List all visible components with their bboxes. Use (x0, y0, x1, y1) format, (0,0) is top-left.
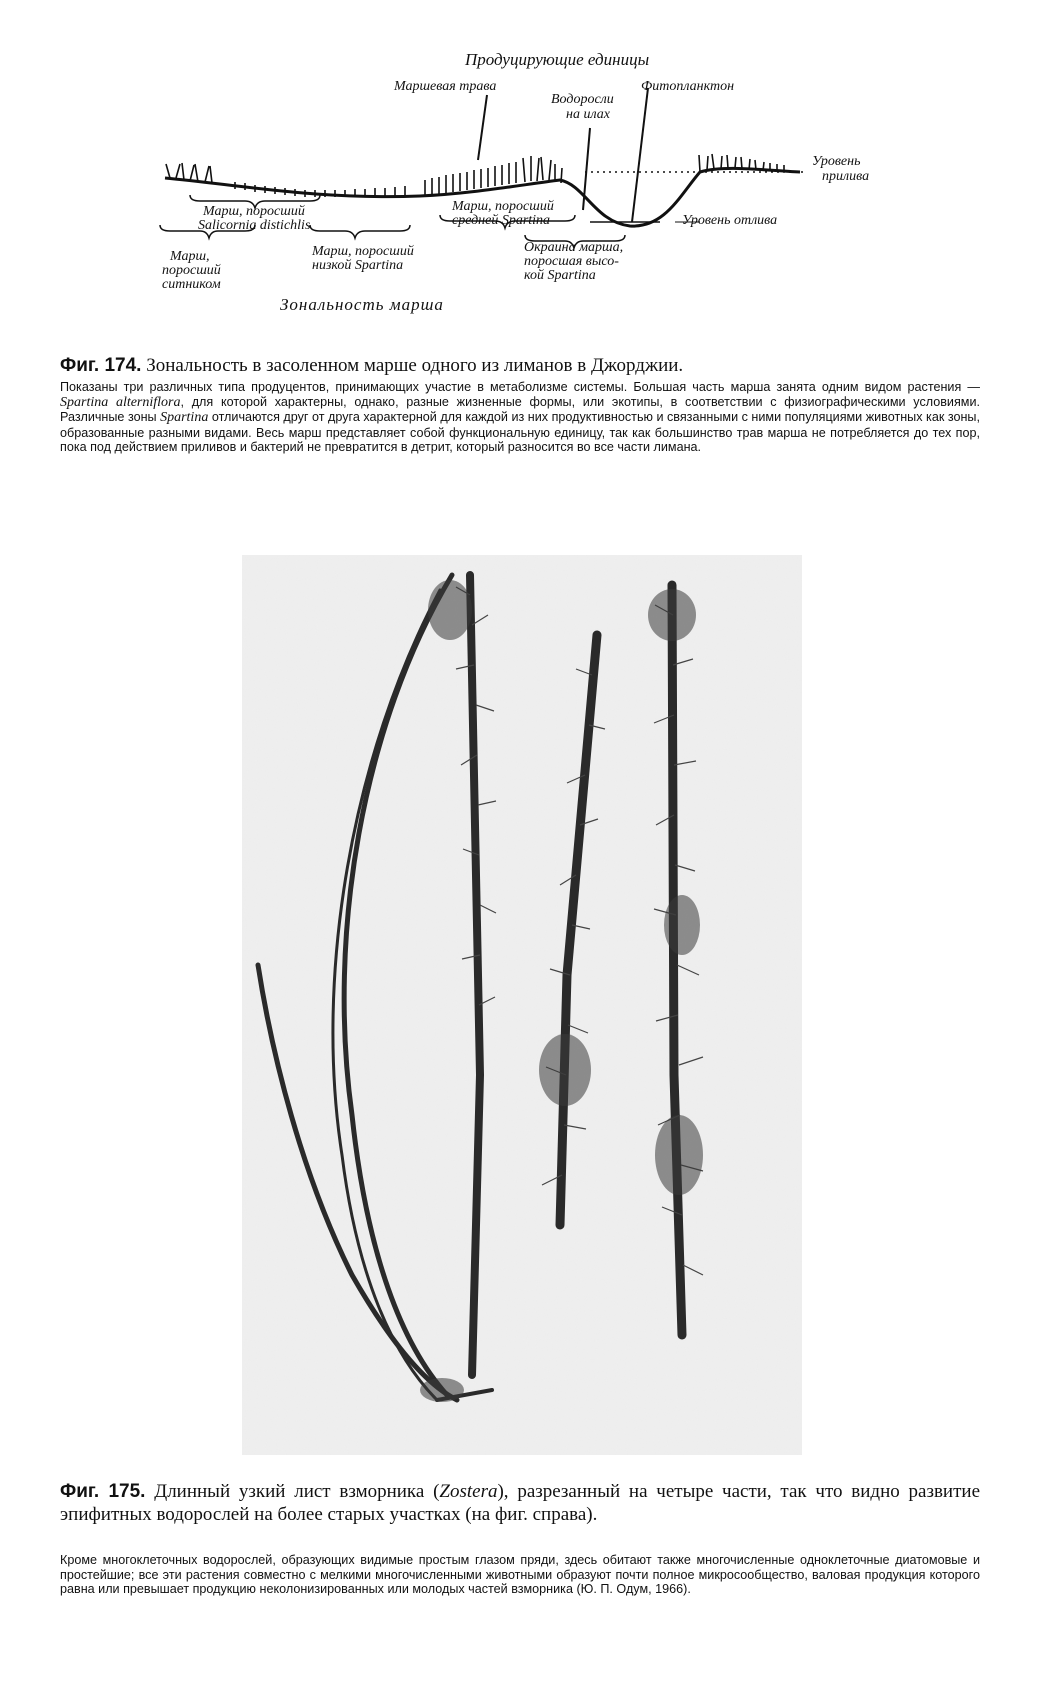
fig174-caption-body (60, 380, 980, 455)
fig175-genus: Zostera (439, 1481, 498, 1502)
label-mid-spartina-2: средней Spartina (452, 213, 551, 228)
fig174-number: Фиг. 174. (60, 355, 142, 376)
label-rush-3: ситником (162, 277, 221, 292)
fig175-title-part1: Длинный узкий лист взморника ( (154, 1481, 440, 1502)
fig175-title-part2: ), разрезанный на четыре части, так что видно развитие эпифитных водорослей на более старых участках (на фиг. справа). (60, 1481, 980, 1525)
label-low-spartina-2: низкой Spartina (312, 258, 404, 273)
label-salicornia-2: Salicornia distichlis (198, 218, 311, 233)
label-rush-2: поросший (162, 263, 221, 278)
label-mudflat-algae-1: Водоросли (551, 92, 614, 107)
fig174-title: Зональность в засоленном марше одного из лиманов в Джорджии. (146, 355, 684, 376)
label-high-tide-2: прилива (822, 169, 870, 184)
label-salicornia-1: Марш, поросший (203, 204, 305, 219)
fig175-number: Фиг. 175. (60, 1481, 146, 1502)
fig174-caption-title (60, 354, 980, 377)
label-mudflat-algae-2: на илах (566, 107, 610, 122)
zostera-photo (242, 555, 802, 1455)
label-zonality: Зональность марша (280, 295, 444, 314)
label-mid-spartina-1: Марш, поросший (452, 199, 554, 214)
label-rush-1: Марш, (170, 249, 210, 264)
label-marsh-grass: Маршевая трава (394, 79, 497, 94)
label-phytoplankton: Фитопланктон (641, 79, 735, 94)
label-high-tide-1: Уровень (812, 154, 861, 169)
label-low-spartina-1: Марш, поросший (312, 244, 414, 259)
fig174-body-part3: отличаются друг от друга характерной для каждой из них продуктивностью и связанными с ними популяциями животных как зоны, образованные разными видами. Весь марш представляет собой функциональную единицу, так как большинство трав марша не потребляется до тех пор, пока под действием приливов и бактерий не превратится в детрит, который разносится во все части лимана. (60, 410, 980, 455)
fig175-caption-body: Кроме многоклеточных водорослей, образующих видимые простым глазом пряди, здесь обитают также многочисленные одноклеточные диатомовые и простейшие; все эти растения совместно с мелкими многочисленными животными образуют почти полное микросообщество, валовая продукция которого равна или превышает продукцию неколонизированных или молодых частей взморника (Ю. П. Одум, 1966). (60, 1553, 980, 1597)
fig174-body-part1: Показаны три различных типа продуцентов, принимающих участие в метаболизме системы. Большая часть марша занята одним видом растения — (60, 380, 980, 394)
zostera-leaf-drawing (242, 555, 802, 1455)
label-edge-2: поросшая высо- (524, 254, 619, 269)
label-low-tide: Уровень отлива (682, 213, 778, 228)
fig174-body-part2: , для которой характерны, однако, разные жизненные формы, или экотипы, в соответствии с физиографическими условиями. Различные зоны (60, 394, 980, 425)
diagram-header: Продуцирующие единицы (465, 50, 650, 69)
fig174-genus: Spartina (160, 410, 209, 426)
label-edge-1: Окраина марша, (524, 240, 624, 255)
fig174-species: Spartina alterniflora (60, 394, 181, 410)
fig175-caption-title (60, 1480, 980, 1526)
label-edge-3: кой Spartina (524, 268, 596, 283)
